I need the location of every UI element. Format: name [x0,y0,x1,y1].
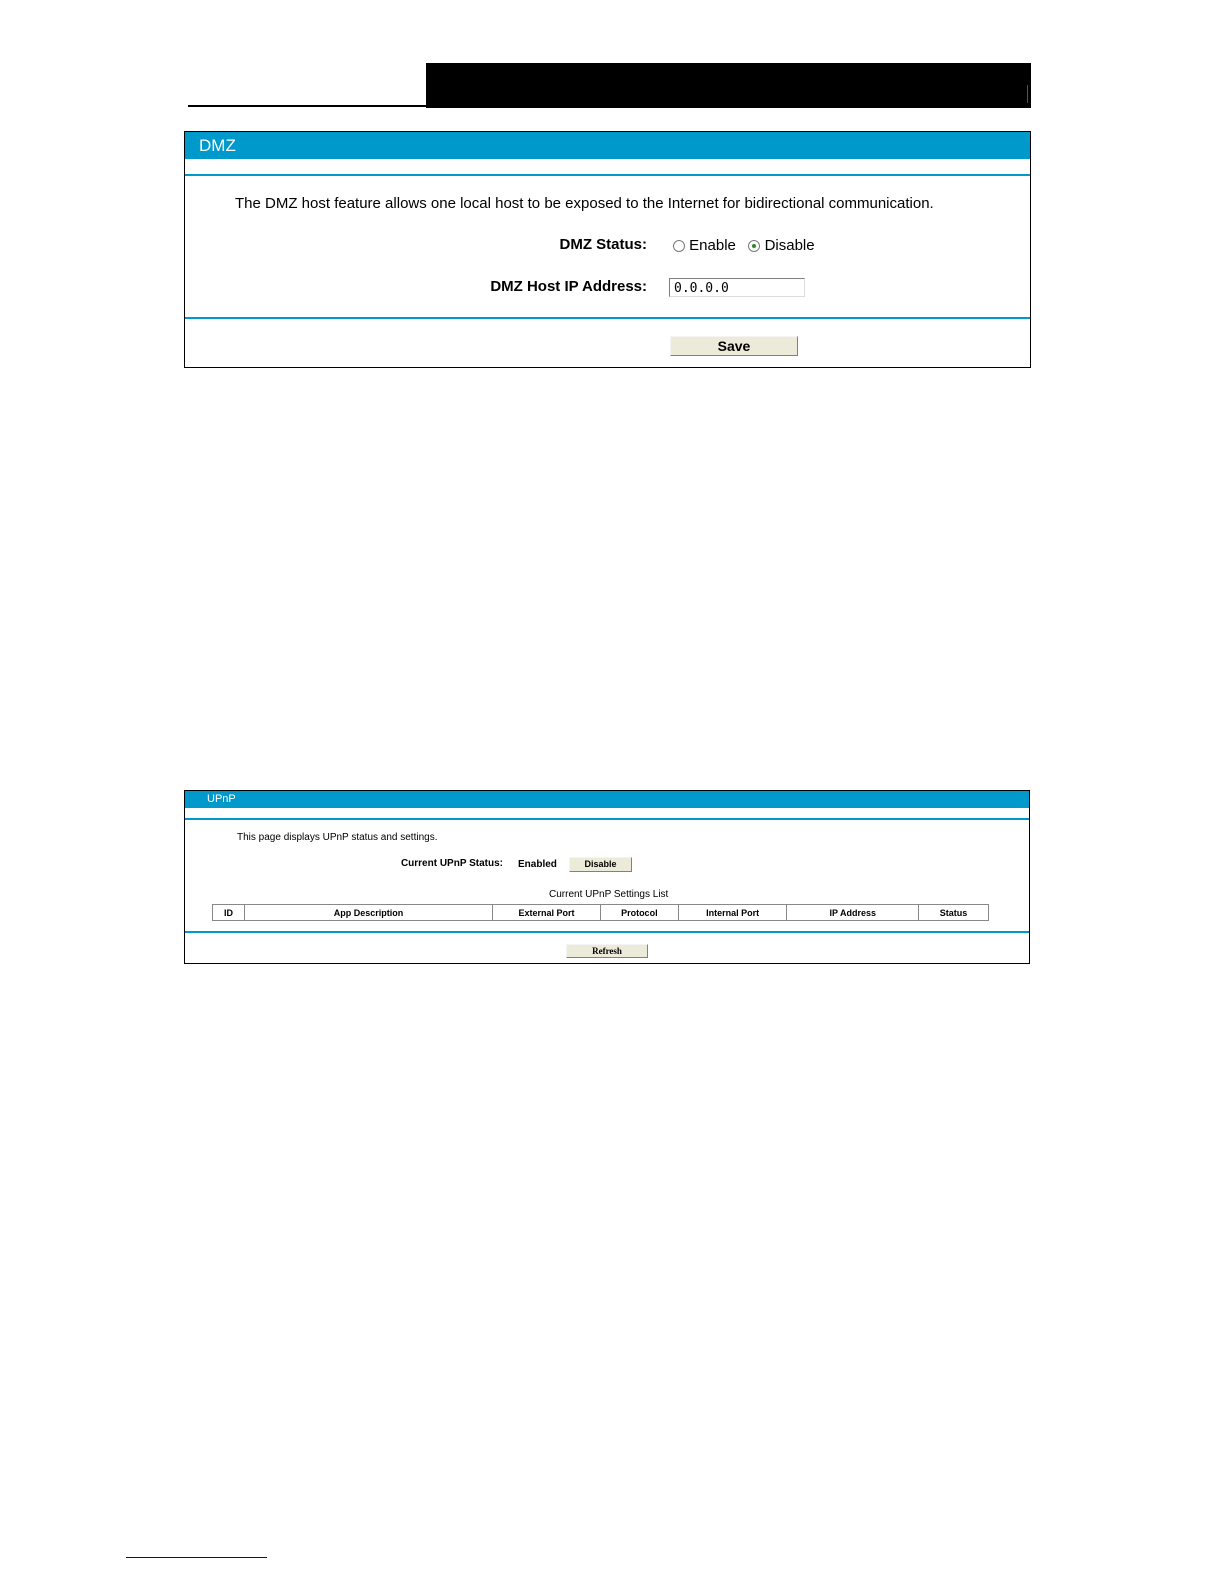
upnp-title: UPnP [185,791,1029,808]
refresh-button[interactable]: Refresh [566,944,648,958]
header-rule [188,105,428,107]
column-header-internal-port: Internal Port [678,905,787,921]
enable-radio[interactable] [673,240,685,252]
upnp-disable-button[interactable]: Disable [569,857,632,872]
enable-radio-label[interactable]: Enable [689,237,736,254]
upnp-status-value: Enabled [518,859,557,870]
column-header-id: ID [213,905,245,921]
column-header-protocol: Protocol [600,905,678,921]
dmz-title: DMZ [185,132,1030,159]
dmz-status-options [673,237,815,254]
dmz-top-separator [185,174,1030,176]
upnp-list-caption: Current UPnP Settings List [549,889,669,900]
upnp-panel [184,790,1030,964]
dmz-host-ip-input[interactable]: 0.0.0.0 [669,278,805,297]
column-header-external-port: External Port [493,905,601,921]
save-button[interactable]: Save [670,336,798,356]
header-bar-tick [1027,85,1028,103]
dmz-bottom-separator [185,317,1030,319]
upnp-settings-table [212,904,989,921]
table-header-row [213,905,989,921]
dmz-status-label: DMZ Status: [559,236,647,253]
column-header-status: Status [919,905,989,921]
dmz-description: The DMZ host feature allows one local host to be exposed to the Internet for bidirectional communication. [235,195,934,212]
disable-radio-label[interactable]: Disable [764,237,815,254]
column-header-app-description: App Description [244,905,492,921]
footer-link[interactable] [126,1557,267,1558]
header-bar [426,63,1031,108]
dmz-host-ip-label: DMZ Host IP Address: [490,278,647,295]
column-header-ip-address: IP Address [787,905,919,921]
disable-radio[interactable] [748,240,760,252]
upnp-status-label: Current UPnP Status: [400,858,503,869]
upnp-bottom-separator [185,931,1029,933]
upnp-top-separator [185,818,1029,820]
dmz-panel [184,131,1031,368]
upnp-description: This page displays UPnP status and settings. [237,832,438,843]
